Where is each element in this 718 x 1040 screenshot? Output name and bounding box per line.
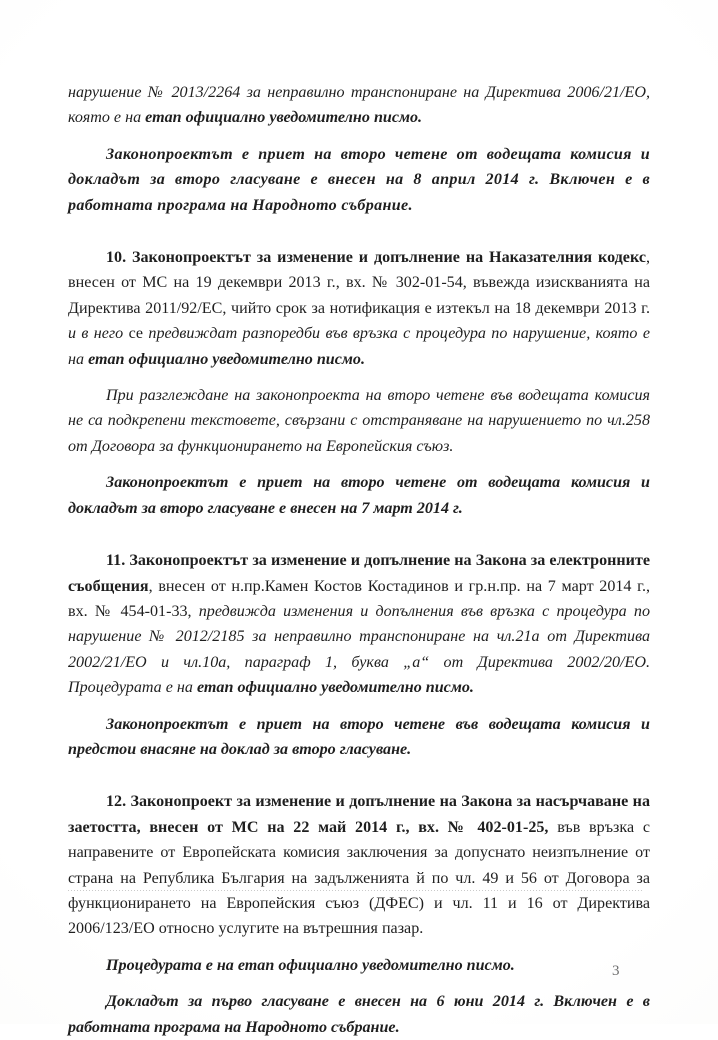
paragraph-item-12 xyxy=(68,789,650,941)
text-run: етап официално уведомително писмо. xyxy=(88,350,365,368)
paragraph-continuation-directive xyxy=(68,80,650,131)
paragraph-spacer xyxy=(68,942,650,953)
paragraph-spacer xyxy=(68,978,650,989)
paragraph-item-12-report xyxy=(68,989,650,1040)
text-run: Законопроектът е приет на второ четене от водещата комисия и докладът за второ гласуване е внесен на 7 март 2014 г. xyxy=(68,474,650,517)
text-run: , внесен от н.пр.Камен Костов Костадинов и гр.н.пр. на 7 март 2014 г., вх. № 454-01-33, xyxy=(68,577,650,620)
text-run: нарушение № 2013/2264 за неправилно транспониране на Директива 2006/21/ЕО, която е на xyxy=(68,84,650,127)
paragraph-spacer xyxy=(68,131,650,142)
text-run: Докладът за първо гласуване е внесен на 6 юни 2014 г. Включен е в работната програма на Народното събрание. xyxy=(68,993,650,1036)
text-run: При разглеждане на законопроекта на второ четене във водещата комисия не са подкрепени текстовете, свързани с отстраняване на нарушението по чл.258 от Договора за функционирането на Европейския съюз. xyxy=(68,387,650,455)
text-run: Процедурата е на етап официално уведомително писмо. xyxy=(106,956,515,974)
paragraph-item-10 xyxy=(68,245,650,372)
footer-separator-rule xyxy=(68,890,642,891)
page-number: 3 xyxy=(612,963,620,979)
paragraph-item-11 xyxy=(68,548,650,700)
text-run: се xyxy=(128,325,149,343)
text-run: 11. Законопроектът за изменение и допълнение на Закона за електронните съобщения xyxy=(68,552,650,595)
paragraph-spacer xyxy=(68,701,650,712)
text-run: 12. Законопроект за изменение и допълнение на Закона за насърчаване на заетостта, внесен от МС на 22 май 2014 г., вх. № 402-01-25, xyxy=(68,793,650,836)
text-run: , внесен от МС на 19 декември 2013 г., вх. № 302-01-54, въвежда изискванията на Директива 2011/92/ЕС, чийто срок за нотификация е изтекъл на 18 декември 2013 г. xyxy=(68,249,650,317)
text-run: и в него xyxy=(68,325,129,343)
text-run: във връзка с направените от Европейската комисия заключения за допуснато неизпълнение от страна на Република България на задълженията й по чл. 49 и 56 от Договора за функционирането на Европейския съюз (ДФЕС) и чл. 11 и 16 от Директива 2006/123/ЕО относно услугите на вътрешния пазар. xyxy=(68,818,650,938)
paragraph-spacer xyxy=(68,459,650,470)
paragraph-spacer xyxy=(68,521,650,548)
paragraph-item-10-review xyxy=(68,383,650,459)
text-run: предвижда изменения и допълнения във връзка с процедура по нарушение № 2012/2185 за неправилно транспониране на чл.21а от Директива 2002/21/ЕО и чл.10а, параграф 1, буква „а“ от Директива 2002/20/ЕО. Процедурата е на xyxy=(68,602,650,697)
text-run: предвиждат разпоредби във връзка с процедура по нарушение, която е на xyxy=(68,325,650,368)
paragraph-adoption-note-3 xyxy=(68,712,650,763)
paragraph-item-12-procedure xyxy=(68,953,650,978)
paragraph-adoption-note-2 xyxy=(68,470,650,521)
text-run: етап официално уведомително писмо. xyxy=(196,679,474,697)
text-run: 10. Законопроектът за изменение и допълнение на Наказателния кодекс xyxy=(106,249,646,267)
document-body xyxy=(68,80,650,1040)
paragraph-spacer xyxy=(68,762,650,789)
text-run: Законопроектът е приет на второ четене от водещата комисия и докладът за второ гласуване е внесен на 8 април 2014 г. Включен е в работната програма на Народното събрание. xyxy=(68,145,650,214)
paragraph-adoption-note-1 xyxy=(68,142,650,218)
paragraph-spacer xyxy=(68,218,650,245)
text-run: Законопроектът е приет на второ четене във водещата комисия и предстои внасяне на доклад за второ гласуване. xyxy=(68,715,650,758)
paragraph-spacer xyxy=(68,372,650,383)
text-run: етап официално уведомително писмо. xyxy=(145,109,423,127)
